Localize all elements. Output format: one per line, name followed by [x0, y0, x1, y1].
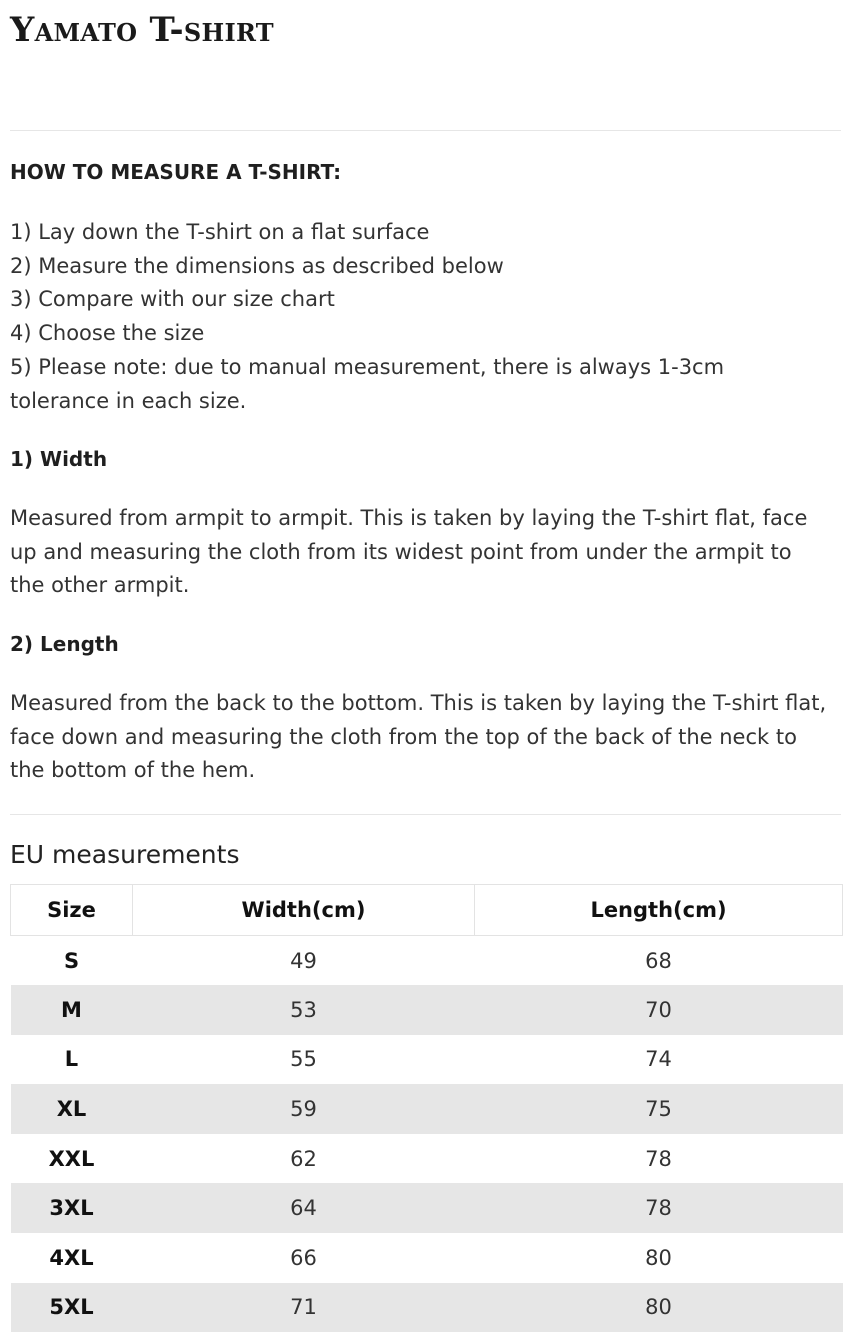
column-header-length: Length(cm)	[475, 885, 843, 936]
step-item: 4) Choose the size	[10, 321, 205, 346]
table-row	[11, 1134, 843, 1184]
column-header-width: Width(cm)	[133, 885, 475, 936]
size-cell: S	[63, 948, 80, 973]
width-cell: 53	[290, 997, 317, 1022]
length-cell: 75	[645, 1097, 672, 1122]
table-row	[11, 1283, 843, 1333]
table-row	[11, 1183, 843, 1233]
table-title: EU measurements	[10, 840, 240, 869]
width-cell: 59	[290, 1097, 317, 1122]
width-cell: 55	[290, 1047, 317, 1072]
step-item: 5) Please note: due to manual measurement, there is always 1-3cm tolerance in each size.	[10, 354, 725, 413]
width-heading: 1) Width	[10, 447, 108, 471]
table-row	[11, 936, 843, 986]
size-cell: 4XL	[49, 1245, 94, 1270]
width-cell: 64	[290, 1196, 317, 1221]
width-cell: 62	[290, 1146, 317, 1171]
size-cell: 3XL	[49, 1196, 94, 1221]
width-cell: 71	[290, 1295, 317, 1320]
length-cell: 74	[645, 1047, 672, 1072]
step-item: 3) Compare with our size chart	[10, 287, 335, 312]
size-cell: 5XL	[49, 1295, 94, 1320]
width-cell: 66	[290, 1245, 317, 1270]
length-cell: 78	[645, 1196, 672, 1221]
size-chart-table	[10, 884, 843, 1332]
length-heading: 2) Length	[10, 632, 119, 656]
length-cell: 80	[645, 1245, 672, 1270]
table-row	[11, 1233, 843, 1283]
table-header-row	[11, 885, 843, 936]
width-cell: 49	[290, 948, 317, 973]
step-item: 2) Measure the dimensions as described below	[10, 253, 504, 278]
size-cell: XXL	[48, 1146, 95, 1171]
length-description: Measured from the back to the bottom. This is taken by laying the T-shirt flat, face down and measuring the cloth from the top of the back of the neck to the bottom of the hem.	[10, 691, 827, 783]
length-cell: 70	[645, 997, 672, 1022]
size-cell: XL	[56, 1097, 87, 1122]
divider	[10, 814, 841, 815]
step-item: 1) Lay down the T-shirt on a flat surface	[10, 220, 430, 244]
size-cell: L	[64, 1047, 79, 1072]
width-description: Measured from armpit to armpit. This is taken by laying the T-shirt flat, face up and measuring the cloth from its widest point from under the armpit to the other armpit.	[10, 506, 808, 598]
table-row	[11, 985, 843, 1035]
column-header-size: Size	[11, 885, 133, 936]
table-row	[11, 1084, 843, 1134]
size-cell: M	[61, 997, 82, 1022]
product-title: Yamato T-shirt	[10, 10, 274, 50]
length-cell: 78	[645, 1146, 672, 1171]
length-cell: 68	[645, 948, 672, 973]
table-row	[11, 1035, 843, 1085]
divider	[10, 130, 841, 131]
length-cell: 80	[645, 1295, 672, 1320]
measure-steps-list	[10, 216, 810, 418]
howto-heading: HOW TO MEASURE A T-SHIRT:	[10, 160, 342, 184]
